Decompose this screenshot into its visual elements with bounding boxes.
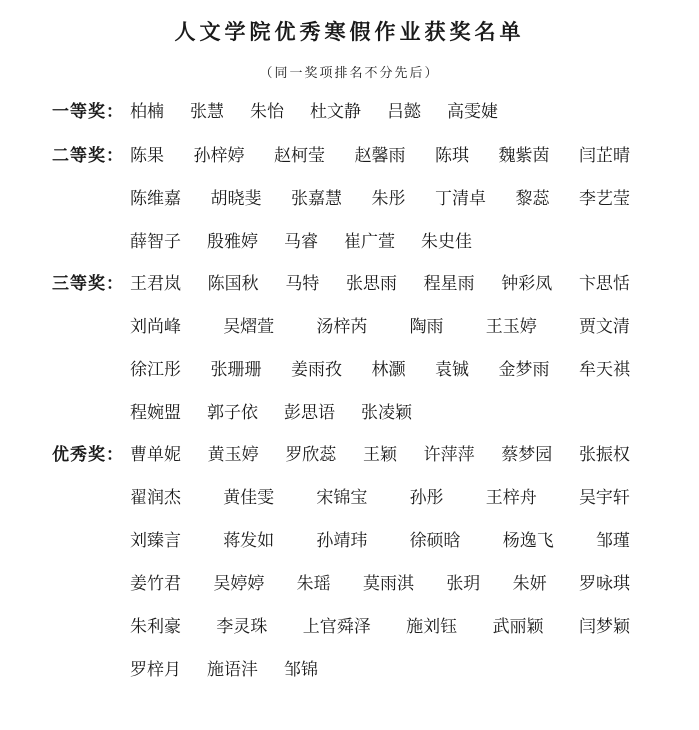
winner-name: 罗梓月 (130, 660, 181, 680)
winner-name: 施语沣 (207, 660, 258, 680)
name-row (130, 269, 630, 294)
winner-name: 李灵珠 (216, 617, 268, 637)
winner-name: 钟彩凤 (501, 274, 553, 294)
winner-name: 林灏 (371, 360, 406, 380)
winner-name: 王梓舟 (485, 488, 537, 508)
winner-name: 牟天祺 (579, 360, 630, 380)
winner-name: 赵馨雨 (354, 146, 406, 166)
winner-name: 吴婷婷 (213, 574, 265, 594)
winner-name: 蔡梦园 (501, 445, 553, 465)
subtitle-note: （同一奖项排名不分先后） (259, 66, 440, 81)
winner-name: 姜竹君 (130, 574, 181, 594)
winner-name: 张凌颖 (361, 403, 412, 423)
winner-name: 彭思语 (284, 403, 335, 423)
winner-name: 马睿 (284, 232, 318, 252)
winner-name: 黄玉婷 (207, 445, 259, 465)
winner-name: 许萍萍 (423, 445, 475, 465)
winner-name: 张思雨 (345, 274, 397, 294)
winner-name: 张慧 (190, 102, 224, 122)
winner-name: 黄佳雯 (223, 488, 275, 508)
winner-name: 张珊珊 (210, 360, 262, 380)
winner-name: 陈果 (130, 146, 164, 166)
winner-name: 陈维嘉 (130, 189, 181, 209)
winner-name: 柏楠 (130, 102, 164, 122)
name-row (130, 398, 630, 423)
name-row (130, 612, 630, 637)
name-row (130, 97, 630, 122)
winner-name: 吴熠萱 (223, 317, 275, 337)
winner-name: 陶雨 (409, 317, 444, 337)
winner-name: 朱彤 (371, 189, 406, 209)
winner-name: 袁铖 (435, 360, 469, 380)
winner-name: 崔广萱 (344, 232, 395, 252)
winner-name: 王颖 (362, 445, 397, 465)
winner-name: 刘尚峰 (130, 317, 181, 337)
winner-name: 宋锦宝 (316, 488, 368, 508)
winner-name: 郭子依 (207, 403, 258, 423)
winner-name: 邹瑾 (595, 531, 630, 551)
winner-name: 刘臻言 (130, 531, 181, 551)
winner-name: 邹锦 (284, 660, 318, 680)
winner-name: 胡晓斐 (210, 189, 262, 209)
winner-name: 程星雨 (423, 274, 475, 294)
winner-name: 蒋发如 (223, 531, 275, 551)
winner-name: 罗咏琪 (578, 574, 630, 594)
winner-name: 殷雅婷 (207, 232, 258, 252)
winner-name: 朱利豪 (130, 617, 181, 637)
winner-name: 卞思恬 (578, 274, 630, 294)
name-row (130, 355, 630, 380)
winner-name: 孙梓婷 (193, 146, 245, 166)
name-row (130, 184, 630, 209)
winner-name: 陈国秋 (207, 274, 259, 294)
winner-name: 罗欣蕊 (285, 445, 337, 465)
winner-name: 金梦雨 (498, 360, 550, 380)
winner-name: 莫雨淇 (362, 574, 414, 594)
winner-name: 薛智子 (130, 232, 181, 252)
winner-name: 上官舜泽 (302, 617, 371, 637)
winner-name: 孙靖玮 (316, 531, 368, 551)
winner-name: 汤梓芮 (316, 317, 368, 337)
winner-name: 王玉婷 (485, 317, 537, 337)
winner-name: 朱妍 (512, 574, 547, 594)
page-title: 人文学院优秀寒假作业获奖名单 (174, 19, 525, 44)
winner-name: 吕懿 (387, 102, 421, 122)
winner-name: 杨逸飞 (502, 531, 554, 551)
third-prize-label: 三等奖： (52, 274, 124, 294)
winner-name: 徐硕晗 (409, 531, 461, 551)
winner-name: 赵柯莹 (274, 146, 325, 166)
winner-name: 朱怡 (250, 102, 284, 122)
winner-name: 朱瑶 (296, 574, 331, 594)
winner-name: 武丽颖 (492, 617, 544, 637)
winner-name: 杜文静 (310, 102, 361, 122)
winner-name: 孙彤 (409, 488, 444, 508)
winner-name: 魏紫茵 (498, 146, 550, 166)
winner-name: 张玥 (446, 574, 481, 594)
winner-name: 贾文清 (578, 317, 630, 337)
winner-name: 闫梦颖 (578, 617, 630, 637)
winner-name: 李艺莹 (579, 189, 630, 209)
winner-name: 施刘钰 (406, 617, 458, 637)
name-row (130, 440, 630, 465)
winner-name: 曹单妮 (130, 445, 181, 465)
winner-name: 姜雨孜 (291, 360, 342, 380)
winner-name: 张振权 (578, 445, 630, 465)
name-row (130, 227, 630, 252)
winner-name: 马特 (285, 274, 320, 294)
winner-name: 吴宇轩 (578, 488, 630, 508)
winner-name: 闫芷晴 (579, 146, 630, 166)
winner-name: 程婉盟 (130, 403, 181, 423)
winner-name: 黎蕊 (515, 189, 550, 209)
winner-name: 张嘉慧 (291, 189, 342, 209)
winner-name: 徐江彤 (130, 360, 181, 380)
name-row (130, 655, 630, 680)
name-row (130, 526, 630, 551)
winner-name: 高雯婕 (447, 102, 498, 122)
winner-name: 陈琪 (435, 146, 469, 166)
winner-name: 朱史佳 (421, 232, 472, 252)
winner-name: 丁清卓 (435, 189, 486, 209)
name-row (130, 312, 630, 337)
second-prize-label: 二等奖： (52, 146, 124, 166)
winner-name: 翟润杰 (130, 488, 181, 508)
name-row (130, 141, 630, 166)
name-row (130, 483, 630, 508)
winner-name: 王君岚 (130, 274, 181, 294)
name-row (130, 569, 630, 594)
excellence-award-label: 优秀奖： (52, 445, 124, 465)
first-prize-label: 一等奖： (52, 102, 124, 122)
